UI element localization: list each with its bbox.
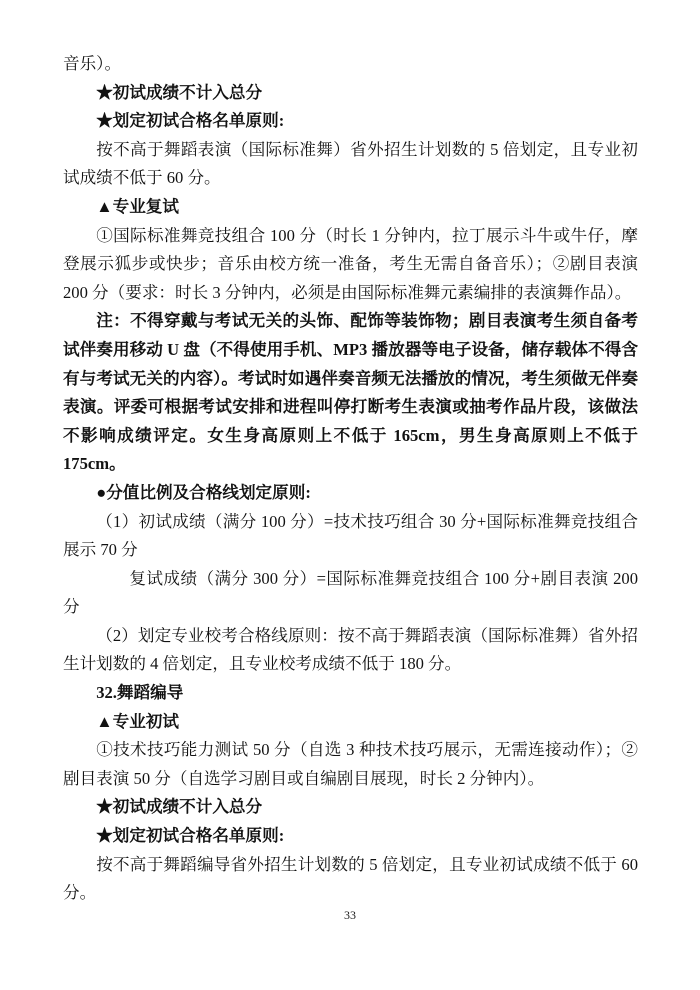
heading-score-ratio-rule: ●分值比例及合格线划定原则: [96,482,311,502]
page-number: 33 [344,908,356,922]
heading-professional-initial-test: ▲专业初试 [96,711,179,731]
paragraph-school-exam-pass-rule: （2）划定专业校考合格线原则：按不高于舞蹈表演（国际标准舞）省外招生计划数的 4 倍划定，且专业校考成绩不低于 180 分。 [63,625,638,674]
document-body [63,50,638,908]
heading-initial-pass-list-rule-2: ★划定初试合格名单原则: [96,826,285,846]
heading-professional-retest: ▲专业复试 [96,196,179,216]
paragraph-initial-score-formula: （1）初试成绩（满分 100 分）=技术技巧组合 30 分+国际标准舞竞技组合展示 70 分 [63,511,638,560]
heading-section-32-dance-choreography: 32.舞蹈编导 [96,683,184,703]
paragraph-initial-pass-rule-detail-2: 按不高于舞蹈编导省外招生计划数的 5 倍划定，且专业初试成绩不低于 60 分。 [63,854,638,903]
paragraph-retest-items: ①国际标准舞竞技组合 100 分（时长 1 分钟内，拉丁展示斗牛或牛仔，摩登展示狐步或快步；音乐由校方统一准备，考生无需自备音乐）；②剧目表演 200 分（要求：时长 3 分钟内，必须是由国际标准舞元素编排的表演舞作品）。 [63,225,638,302]
heading-initial-pass-list-rule: ★划定初试合格名单原则: [96,111,285,131]
paragraph-retest-score-formula: 复试成绩（满分 300 分）=国际标准舞竞技组合 100 分+剧目表演 200 分 [63,568,638,617]
note-initial-score-not-counted-2: ★初试成绩不计入总分 [96,797,263,817]
paragraph-initial-pass-rule-detail: 按不高于舞蹈表演（国际标准舞）省外招生计划数的 5 倍划定，且专业初试成绩不低于 60 分。 [63,139,638,188]
paragraph-music-continuation: 音乐）。 [63,54,122,73]
paragraph-initial-test-items: ①技术技巧能力测试 50 分（自选 3 种技术技巧展示，无需连接动作）；②剧目表演 50 分（自选学习剧目或自编剧目展现，时长 2 分钟内）。 [63,740,638,788]
note-initial-score-not-counted: ★初试成绩不计入总分 [96,82,263,102]
paragraph-exam-notes: 注：不得穿戴与考试无关的头饰、配饰等装饰物；剧目表演考生须自备考试伴奏用移动 U 盘（不得使用手机、MP3 播放器等电子设备，储存载体不得含有与考试无关的内容）。考试时如遇伴奏音频无法播放的情况，考生须做无伴奏表演。评委可根据考试安排和进程叫停打断考生表演或抽考作品片段，该做法不影响成绩评定。女生身高原则上不低于 165cm，男生身高原则上不低于 175cm。 [63,311,638,474]
